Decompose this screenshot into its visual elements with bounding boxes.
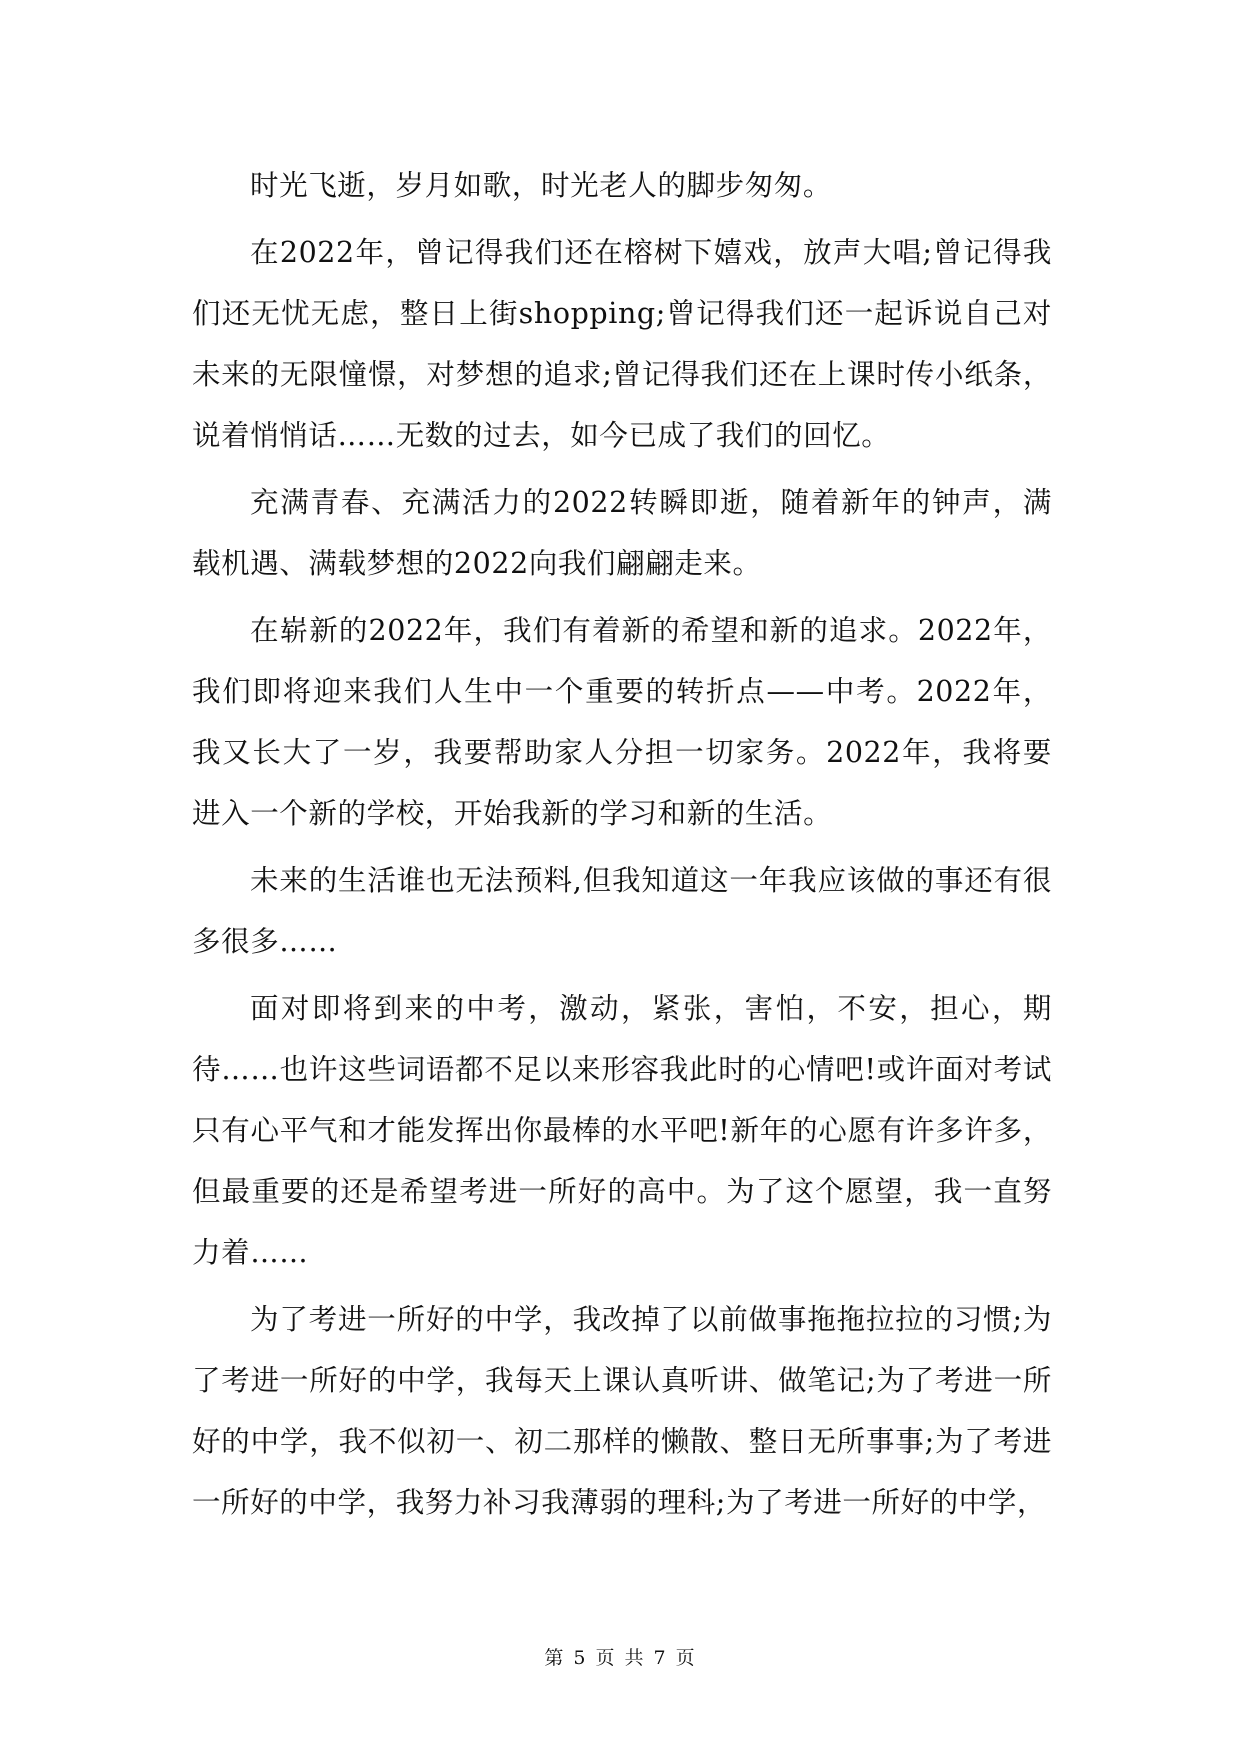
paragraph: 时光飞逝，岁月如歌，时光老人的脚步匆匆。: [250, 169, 833, 202]
paragraph: 充满青春、充满活力的2022转瞬即逝，随着新年的钟声，满载机遇、满载梦想的2022向我们翩翩走来。: [192, 486, 1052, 580]
paragraph: 未来的生活谁也无法预料,但我知道这一年我应该做的事还有很多很多……: [192, 864, 1052, 958]
paragraph: 面对即将到来的中考，激动，紧张，害怕，不安，担心，期待……也许这些词语都不足以来形容我此时的心情吧!或许面对考试只有心平气和才能发挥出你最棒的水平吧!新年的心愿有许多许多，但最重要的还是希望考进一所好的高中。为了这个愿望，我一直努力着……: [192, 992, 1052, 1269]
page-number-footer: 第 5 页 共 7 页: [544, 1647, 697, 1669]
paragraph: 在2022年，曾记得我们还在榕树下嬉戏，放声大唱;曾记得我们还无忧无虑，整日上街shopping;曾记得我们还一起诉说自己对未来的无限憧憬，对梦想的追求;曾记得我们还在上课时传小纸条，说着悄悄话……无数的过去，如今已成了我们的回忆。: [192, 236, 1052, 452]
paragraph: 为了考进一所好的中学，我改掉了以前做事拖拖拉拉的习惯;为了考进一所好的中学，我每天上课认真听讲、做笔记;为了考进一所好的中学，我不似初一、初二那样的懒散、整日无所事事;为了考进一所好的中学，我努力补习我薄弱的理科;为了考进一所好的中学，: [192, 1303, 1052, 1519]
document-body: [192, 155, 1052, 1539]
paragraph: 在崭新的2022年，我们有着新的希望和新的追求。2022年，我们即将迎来我们人生中一个重要的转折点——中考。2022年，我又长大了一岁，我要帮助家人分担一切家务。2022年，我将要进入一个新的学校，开始我新的学习和新的生活。: [192, 614, 1052, 830]
